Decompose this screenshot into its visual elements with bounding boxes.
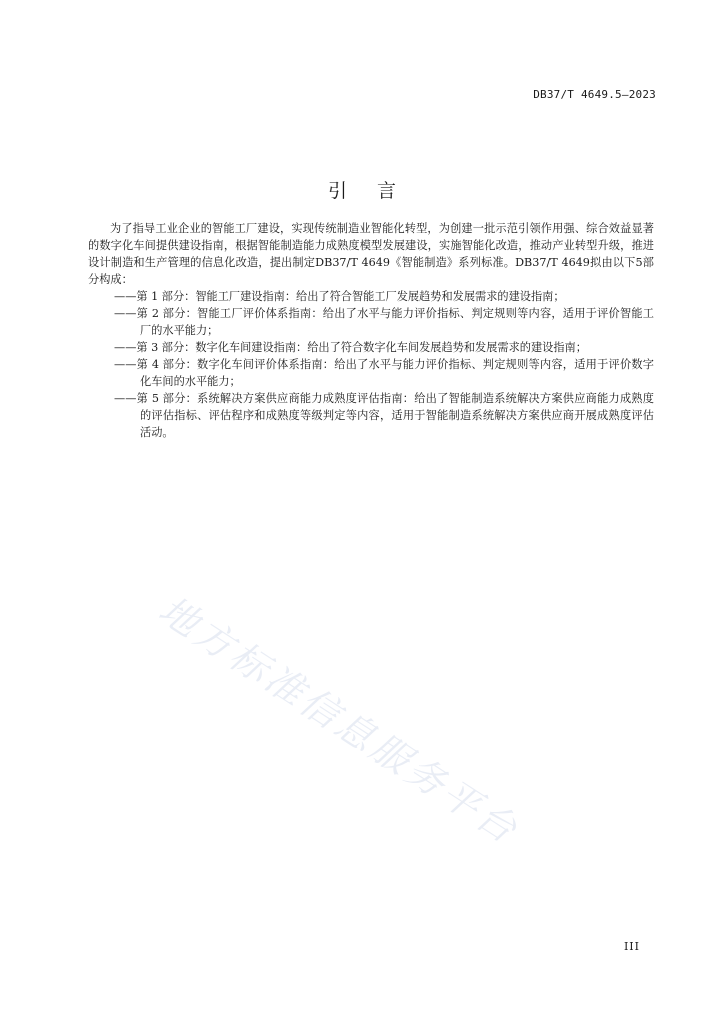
list-item-part-1: ——第 1 部分：智能工厂建设指南：给出了符合智能工厂发展趋势和发展需求的建设指南； [114,290,565,303]
page-number: III [623,940,640,953]
parts-list [88,288,654,441]
intro-paragraph: 为了指导工业企业的智能工厂建设，实现传统制造业智能化转型，为创建一批示范引领作用强、综合效益显著的数字化车间提供建设指南，根据智能制造能力成熟度模型发展建设，实施智能化改造，推动产业转型升级，推进设计制造和生产管理的信息化改造，提出制定DB37/T 4649《智能制造》系列标准。DB37/T 4649拟由以下5部分构成： [88,222,654,286]
section-title: 引言 [327,180,426,202]
watermark: 地方标准信息服务平台 [151,587,528,854]
list-item-part-3: ——第 3 部分：数字化车间建设指南：给出了符合数字化车间发展趋势和发展需求的建设指南； [114,341,587,354]
list-item-part-2: ——第 2 部分：智能工厂评价体系指南：给出了水平与能力评价指标、判定规则等内容，适用于评价智能工厂的水平能力； [114,307,654,337]
document-body [88,220,654,441]
document-code: DB37/T 4649.5—2023 [533,88,656,101]
list-item-part-4: ——第 4 部分：数字化车间评价体系指南：给出了水平与能力评价指标、判定规则等内容，适用于评价数字化车间的水平能力； [114,358,654,388]
list-item-part-5: ——第 5 部分：系统解决方案供应商能力成熟度评估指南：给出了智能制造系统解决方案供应商能力成熟度的评估指标、评估程序和成熟度等级判定等内容，适用于智能制造系统解决方案供应商开展成熟度评估活动。 [114,392,654,439]
